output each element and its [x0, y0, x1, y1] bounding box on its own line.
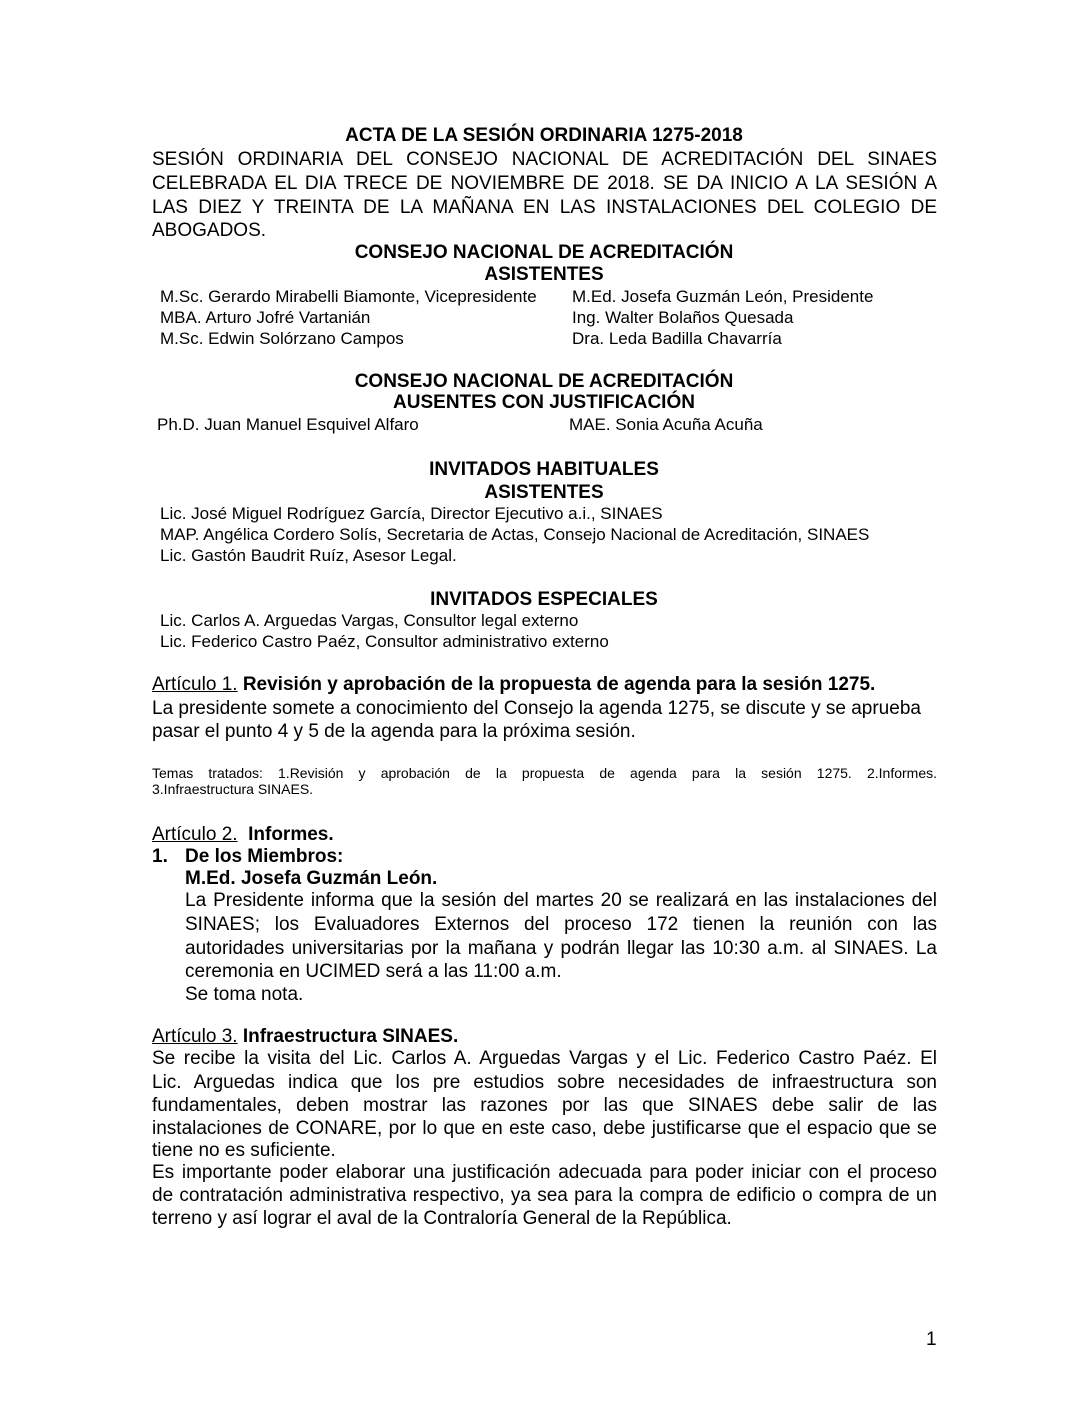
- topics-line: 3.Infraestructura SINAES.: [152, 781, 314, 797]
- article-3-label: Artículo 3.: [152, 1026, 238, 1047]
- intro-line: SESIÓN ORDINARIA DEL CONSEJO NACIONAL DE ACREDITACIÓN DEL SINAES: [152, 149, 937, 170]
- article-2-title: Informes.: [248, 824, 334, 845]
- intro-line: ABOGADOS.: [152, 220, 267, 241]
- attendee-name: M.Sc. Gerardo Mirabelli Biamonte, Vicepresidente: [160, 287, 537, 306]
- article-3-line: tiene no es suficiente.: [152, 1140, 336, 1161]
- document-title: ACTA DE LA SESIÓN ORDINARIA 1275-2018: [345, 125, 743, 146]
- attendee-name: Dra. Leda Badilla Chavarría: [572, 329, 782, 348]
- article-3-line: fundamentales, deben mostrar las razones por las que SINAES debe salir de las: [152, 1095, 937, 1116]
- article-2-heading: [152, 823, 334, 846]
- council-present-heading: CONSEJO NACIONAL DE ACREDITACIÓN: [354, 242, 734, 263]
- article-1-line: La presidente somete a conocimiento del Consejo la agenda 1275, se discute y se aprueba: [152, 698, 921, 719]
- article-3-line: terreno y así lograr el aval de la Contraloría General de la República.: [152, 1208, 732, 1229]
- article-3-line: Lic. Arguedas indica que los pre estudios sobre necesidades de infraestructura son: [152, 1072, 937, 1093]
- article-1-heading: [152, 673, 875, 696]
- council-present-subheading: ASISTENTES: [484, 264, 604, 285]
- member-name: M.Ed. Josefa Guzmán León.: [185, 868, 438, 889]
- attendee-name: MBA. Arturo Jofré Vartanián: [160, 308, 371, 327]
- intro-line: LAS DIEZ Y TREINTA DE LA MAÑANA EN LAS INSTALACIONES DEL COLEGIO DE: [152, 197, 937, 218]
- guest-name: Lic. Carlos A. Arguedas Vargas, Consultor legal externo: [160, 611, 579, 630]
- attendee-name: M.Ed. Josefa Guzmán León, Presidente: [572, 287, 874, 306]
- page-number: 1: [926, 1329, 937, 1350]
- attendee-name: M.Sc. Edwin Solórzano Campos: [160, 329, 404, 348]
- article-2-line: ceremonia en UCIMED será a las 11:00 a.m.: [185, 961, 562, 982]
- intro-line: CELEBRADA EL DIA TRECE DE NOVIEMBRE DE 2018. SE DA INICIO A LA SESIÓN A: [152, 173, 937, 194]
- regular-guests-heading: INVITADOS HABITUALES: [429, 459, 659, 480]
- guest-name: Lic. Federico Castro Paéz, Consultor administrativo externo: [160, 632, 609, 651]
- article-2-item-title: De los Miembros:: [185, 846, 344, 867]
- council-absent-heading: CONSEJO NACIONAL DE ACREDITACIÓN: [354, 371, 734, 392]
- council-absent-subheading: AUSENTES CON JUSTIFICACIÓN: [393, 392, 695, 413]
- article-2-line: Se toma nota.: [185, 984, 304, 1005]
- article-3-heading: [152, 1025, 458, 1048]
- article-1-title: Revisión y aprobación de la propuesta de agenda para la sesión 1275.: [242, 674, 876, 695]
- article-3-line: Es importante poder elaborar una justificación adecuada para poder iniciar con el proceso: [152, 1162, 937, 1183]
- article-3-line: de contratación administrativa respectivo, ya sea para la compra de edificio o compra de un: [152, 1185, 937, 1206]
- regular-guests-subheading: ASISTENTES: [484, 482, 604, 503]
- absent-name: Ph.D. Juan Manuel Esquivel Alfaro: [157, 415, 419, 434]
- guest-name: Lic. Gastón Baudrit Ruíz, Asesor Legal.: [160, 546, 457, 565]
- attendee-name: Ing. Walter Bolaños Quesada: [572, 308, 794, 327]
- article-3-title: Infraestructura SINAES.: [242, 1026, 459, 1047]
- topics-line: Temas tratados: 1.Revisión y aprobación de la propuesta de agenda para la sesión 1275. 2.Informes.: [152, 765, 937, 781]
- article-2-line: SINAES; los Evaluadores Externos del proceso 172 tienen la reunión con las: [185, 914, 937, 935]
- guest-name: MAP. Angélica Cordero Solís, Secretaria de Actas, Consejo Nacional de Acreditación, SINAES: [160, 525, 870, 544]
- guest-name: Lic. José Miguel Rodríguez García, Director Ejecutivo a.i., SINAES: [160, 504, 663, 523]
- article-1-line: pasar el punto 4 y 5 de la agenda para la próxima sesión.: [152, 721, 636, 742]
- special-guests-heading: INVITADOS ESPECIALES: [430, 589, 658, 610]
- article-2-line: La Presidente informa que la sesión del martes 20 se realizará en las instalaciones del: [185, 890, 937, 911]
- article-3-line: Se recibe la visita del Lic. Carlos A. Arguedas Vargas y el Lic. Federico Castro Paéz. El: [152, 1048, 937, 1069]
- absent-name: MAE. Sonia Acuña Acuña: [569, 415, 763, 434]
- article-3-line: instalaciones de CONARE, por lo que en este caso, debe justificarse que el espacio que se: [152, 1118, 937, 1139]
- article-1-label: Artículo 1.: [152, 674, 238, 695]
- article-2-line: autoridades universitarias por la mañana y podrán llegar las 10:30 a.m. al SINAES. La: [185, 938, 937, 959]
- article-2-label: Artículo 2.: [152, 824, 238, 845]
- article-2-item-number: 1.: [152, 846, 168, 867]
